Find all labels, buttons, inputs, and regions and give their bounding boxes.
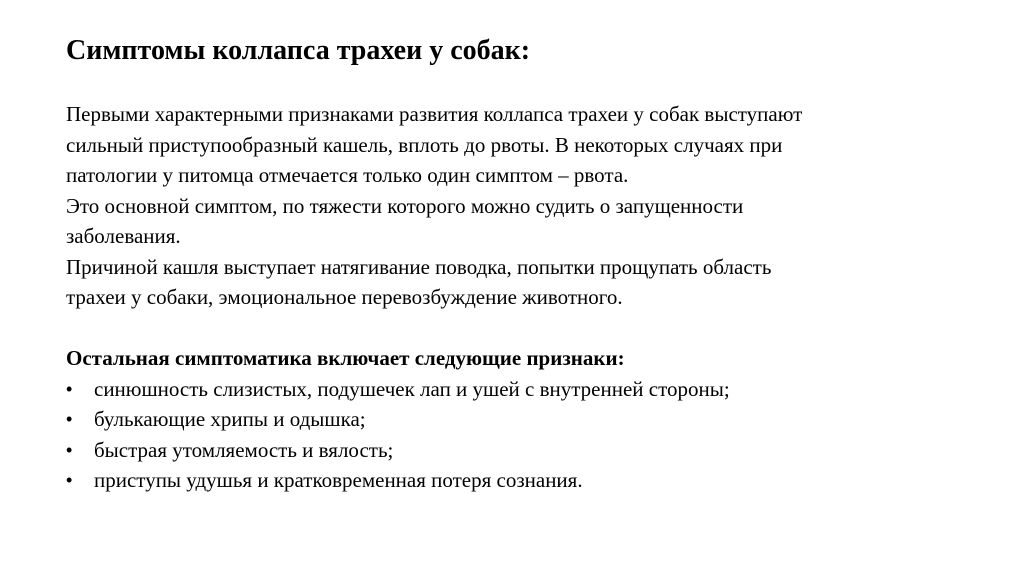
list-item-text: булькающие хрипы и одышка;	[94, 407, 366, 431]
slide-body	[66, 99, 976, 496]
list-item	[66, 465, 976, 496]
bullet-icon: •	[66, 439, 73, 460]
bullet-icon: •	[66, 470, 73, 490]
symptoms-list	[66, 374, 976, 496]
list-item-text: синюшность слизистых, подушечек лап и ушей с внутренней стороны;	[94, 376, 730, 401]
paragraph-line: трахеи у собаки, эмоциональное перевозбуждение животного.	[66, 285, 623, 309]
paragraph-line: Это основной симптом, по тяжести которого можно судить о запущенности	[66, 193, 744, 218]
list-item	[66, 404, 976, 435]
paragraph-line: заболевания.	[66, 224, 181, 248]
paragraph-line: патологии у питомца отмечается только один симптом – рвота.	[66, 163, 629, 187]
symptoms-subheading: Остальная симптоматика включает следующие признаки:	[66, 346, 625, 370]
bullet-icon: •	[66, 409, 73, 429]
list-item-text: быстрая утомляемость и вялость;	[94, 437, 394, 462]
list-item	[66, 435, 976, 466]
slide-title: Симптомы коллапса трахеи у собак:	[66, 35, 531, 66]
bullet-icon: •	[66, 378, 73, 399]
list-item-text: приступы удушья и кратковременная потеря сознания.	[94, 468, 583, 492]
paragraph-line: Причиной кашля выступает натягивание поводка, попытки прощупать область	[66, 254, 772, 279]
blank-line	[66, 313, 976, 344]
list-item	[66, 374, 976, 405]
paragraph-line: Первыми характерными признаками развития коллапса трахеи у собак выступают	[66, 102, 803, 126]
paragraph-line: сильный приступообразный кашель, вплоть до рвоты. В некоторых случаях при	[66, 132, 783, 157]
